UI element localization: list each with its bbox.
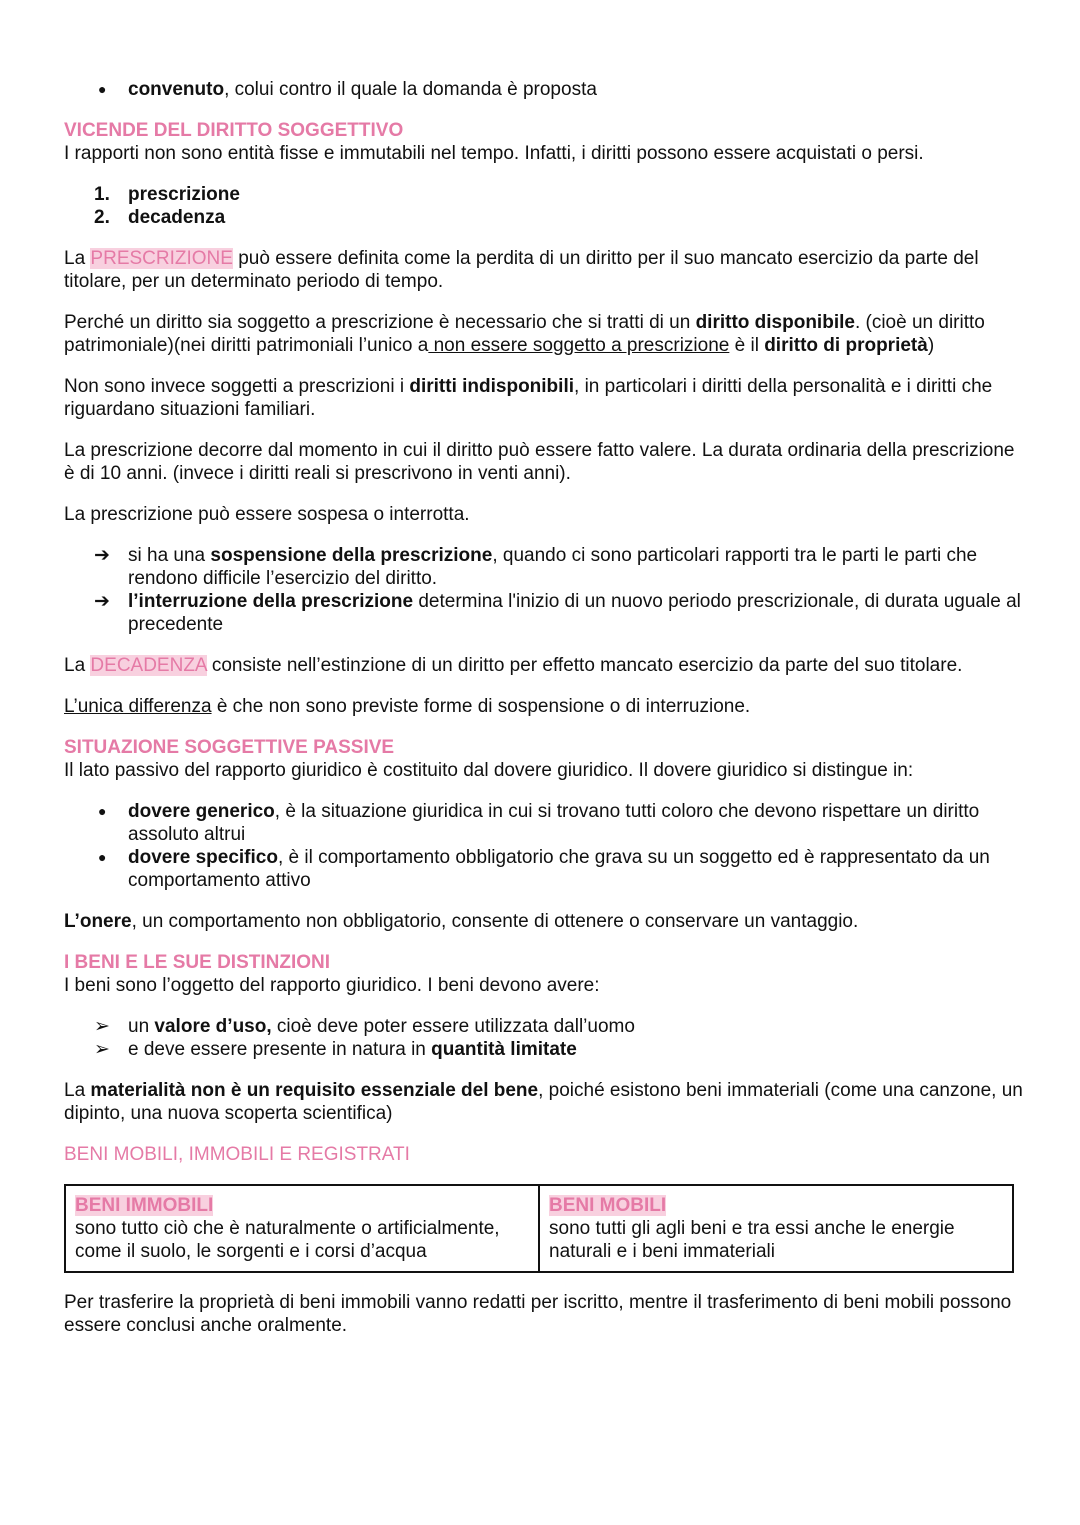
list-item: ● dovere specifico, è il comportamento obbligatorio che grava su un soggetto ed è rappresentato da un comportamento attivo bbox=[98, 847, 990, 891]
table-cell-immobili bbox=[65, 1185, 539, 1272]
paragraph-onere: L’onere, un comportamento non obbligatorio, consente di ottenere o conservare un vantaggio. bbox=[64, 911, 859, 932]
section-heading: VICENDE DEL DIRITTO SOGGETTIVO bbox=[64, 120, 404, 141]
paragraph-materialita: La materialità non è un requisito essenziale del bene, poiché esistono beni immateriali (come una canzone, un dipinto, una nuova scoperta scientifica) bbox=[64, 1080, 1023, 1124]
paragraph-disponibile: Perché un diritto sia soggetto a prescrizione è necessario che si tratti di un diritto disponibile. (cioè un diritto patrimoniale)(nei diritti patrimoniali l’unico a non essere soggetto a prescrizione è il diritto di proprietà) bbox=[64, 312, 985, 356]
intro-bullet-list bbox=[64, 78, 1024, 101]
paragraph-trasferire: Per trasferire la proprietà di beni immobili vanno redatti per iscritto, mentre il trasferimento di beni mobili possono essere conclusi anche oralmente. bbox=[64, 1292, 1012, 1336]
list-item: ● dovere generico, è la situazione giuridica in cui si trovano tutti coloro che devono rispettare un diritto assoluto altrui bbox=[98, 801, 980, 845]
section-heading: I BENI E LE SUE DISTINZIONI bbox=[64, 952, 331, 973]
list-item-label: decadenza bbox=[128, 207, 226, 228]
list-number: 1. bbox=[94, 184, 110, 205]
paragraph-indisponibili: Non sono invece soggetti a prescrizioni i diritti indisponibili, in particolari i diritti della personalità e i diritti che riguardano situazioni familiari. bbox=[64, 376, 993, 420]
term-bold: convenuto bbox=[128, 79, 225, 100]
highlight-term: DECADENZA bbox=[90, 655, 207, 676]
arrow-list bbox=[64, 544, 1024, 636]
cell-text: sono tutti gli agli beni e tra essi anche le energie naturali e i beni immateriali bbox=[549, 1218, 955, 1262]
paragraph-prescrizione: La PRESCRIZIONE può essere definita come la perdita di un diritto per il suo mancato esercizio da parte del titolare, per un determinato periodo di tempo. bbox=[64, 248, 979, 292]
list-number: 2. bbox=[94, 207, 110, 228]
list-item: ➢ un valore d’uso, cioè deve poter essere utilizzata dall’uomo bbox=[94, 1016, 635, 1037]
list-item: ➔ l’interruzione della prescrizione determina l'inizio di un nuovo periodo prescrizionale, di durata uguale al precedente bbox=[94, 591, 1021, 635]
paragraph-differenza: L’unica differenza è che non sono previste forme di sospensione o di interruzione. bbox=[64, 696, 751, 717]
section-heading: SITUAZIONE SOGGETTIVE PASSIVE bbox=[64, 737, 395, 758]
list-item bbox=[64, 183, 1024, 206]
section-intro: Il lato passivo del rapporto giuridico è costituito dal dovere giuridico. Il dovere giuridico si distingue in: bbox=[64, 760, 914, 781]
section-intro: I beni sono l’oggetto del rapporto giuridico. I beni devono avere: bbox=[64, 975, 600, 996]
list-item: ➢ e deve essere presente in natura in quantità limitate bbox=[94, 1039, 577, 1060]
table-cell-mobili bbox=[539, 1185, 1013, 1272]
list-item bbox=[64, 78, 1024, 101]
bullet-list bbox=[64, 800, 1024, 892]
list-item bbox=[64, 206, 1024, 229]
list-item-label: prescrizione bbox=[128, 184, 240, 205]
document-page bbox=[64, 78, 1024, 1337]
arrow-icon: ➔ bbox=[94, 591, 110, 612]
highlight-term: PRESCRIZIONE bbox=[90, 248, 233, 269]
cell-title: BENI IMMOBILI bbox=[75, 1195, 214, 1216]
numbered-list bbox=[64, 183, 1024, 229]
table-row bbox=[65, 1185, 1013, 1272]
paragraph-decorre: La prescrizione decorre dal momento in cui il diritto può essere fatto valere. La durata ordinaria della prescrizione è di 10 anni. (invece i diritti reali si prescrivono in venti anni). bbox=[64, 440, 1015, 484]
bullet-icon: ● bbox=[98, 803, 107, 819]
bullet-icon: ● bbox=[98, 81, 107, 97]
list-item: ➔ si ha una sospensione della prescrizione, quando ci sono particolari rapporti tra le parti le parti che rendono difficile l’esercizio del diritto. bbox=[94, 545, 978, 589]
section-intro: I rapporti non sono entità fisse e immutabili nel tempo. Infatti, i diritti possono essere acquistati o persi. bbox=[64, 143, 924, 164]
chevron-list bbox=[64, 1015, 1024, 1061]
bullet-icon: ● bbox=[98, 849, 107, 865]
arrow-icon: ➔ bbox=[94, 545, 110, 566]
paragraph-sospesa: La prescrizione può essere sospesa o interrotta. bbox=[64, 504, 470, 525]
term-text: , colui contro il quale la domanda è proposta bbox=[224, 79, 597, 100]
chevron-icon: ➢ bbox=[94, 1016, 110, 1037]
chevron-icon: ➢ bbox=[94, 1039, 110, 1060]
beni-table bbox=[64, 1184, 1014, 1273]
subsection-heading: BENI MOBILI, IMMOBILI E REGISTRATI bbox=[64, 1144, 410, 1165]
paragraph-decadenza: La DECADENZA consiste nell’estinzione di un diritto per effetto mancato esercizio da parte del suo titolare. bbox=[64, 655, 963, 676]
cell-title: BENI MOBILI bbox=[549, 1195, 667, 1216]
cell-text: sono tutto ciò che è naturalmente o artificialmente, come il suolo, le sorgenti e i corsi d’acqua bbox=[75, 1218, 500, 1262]
